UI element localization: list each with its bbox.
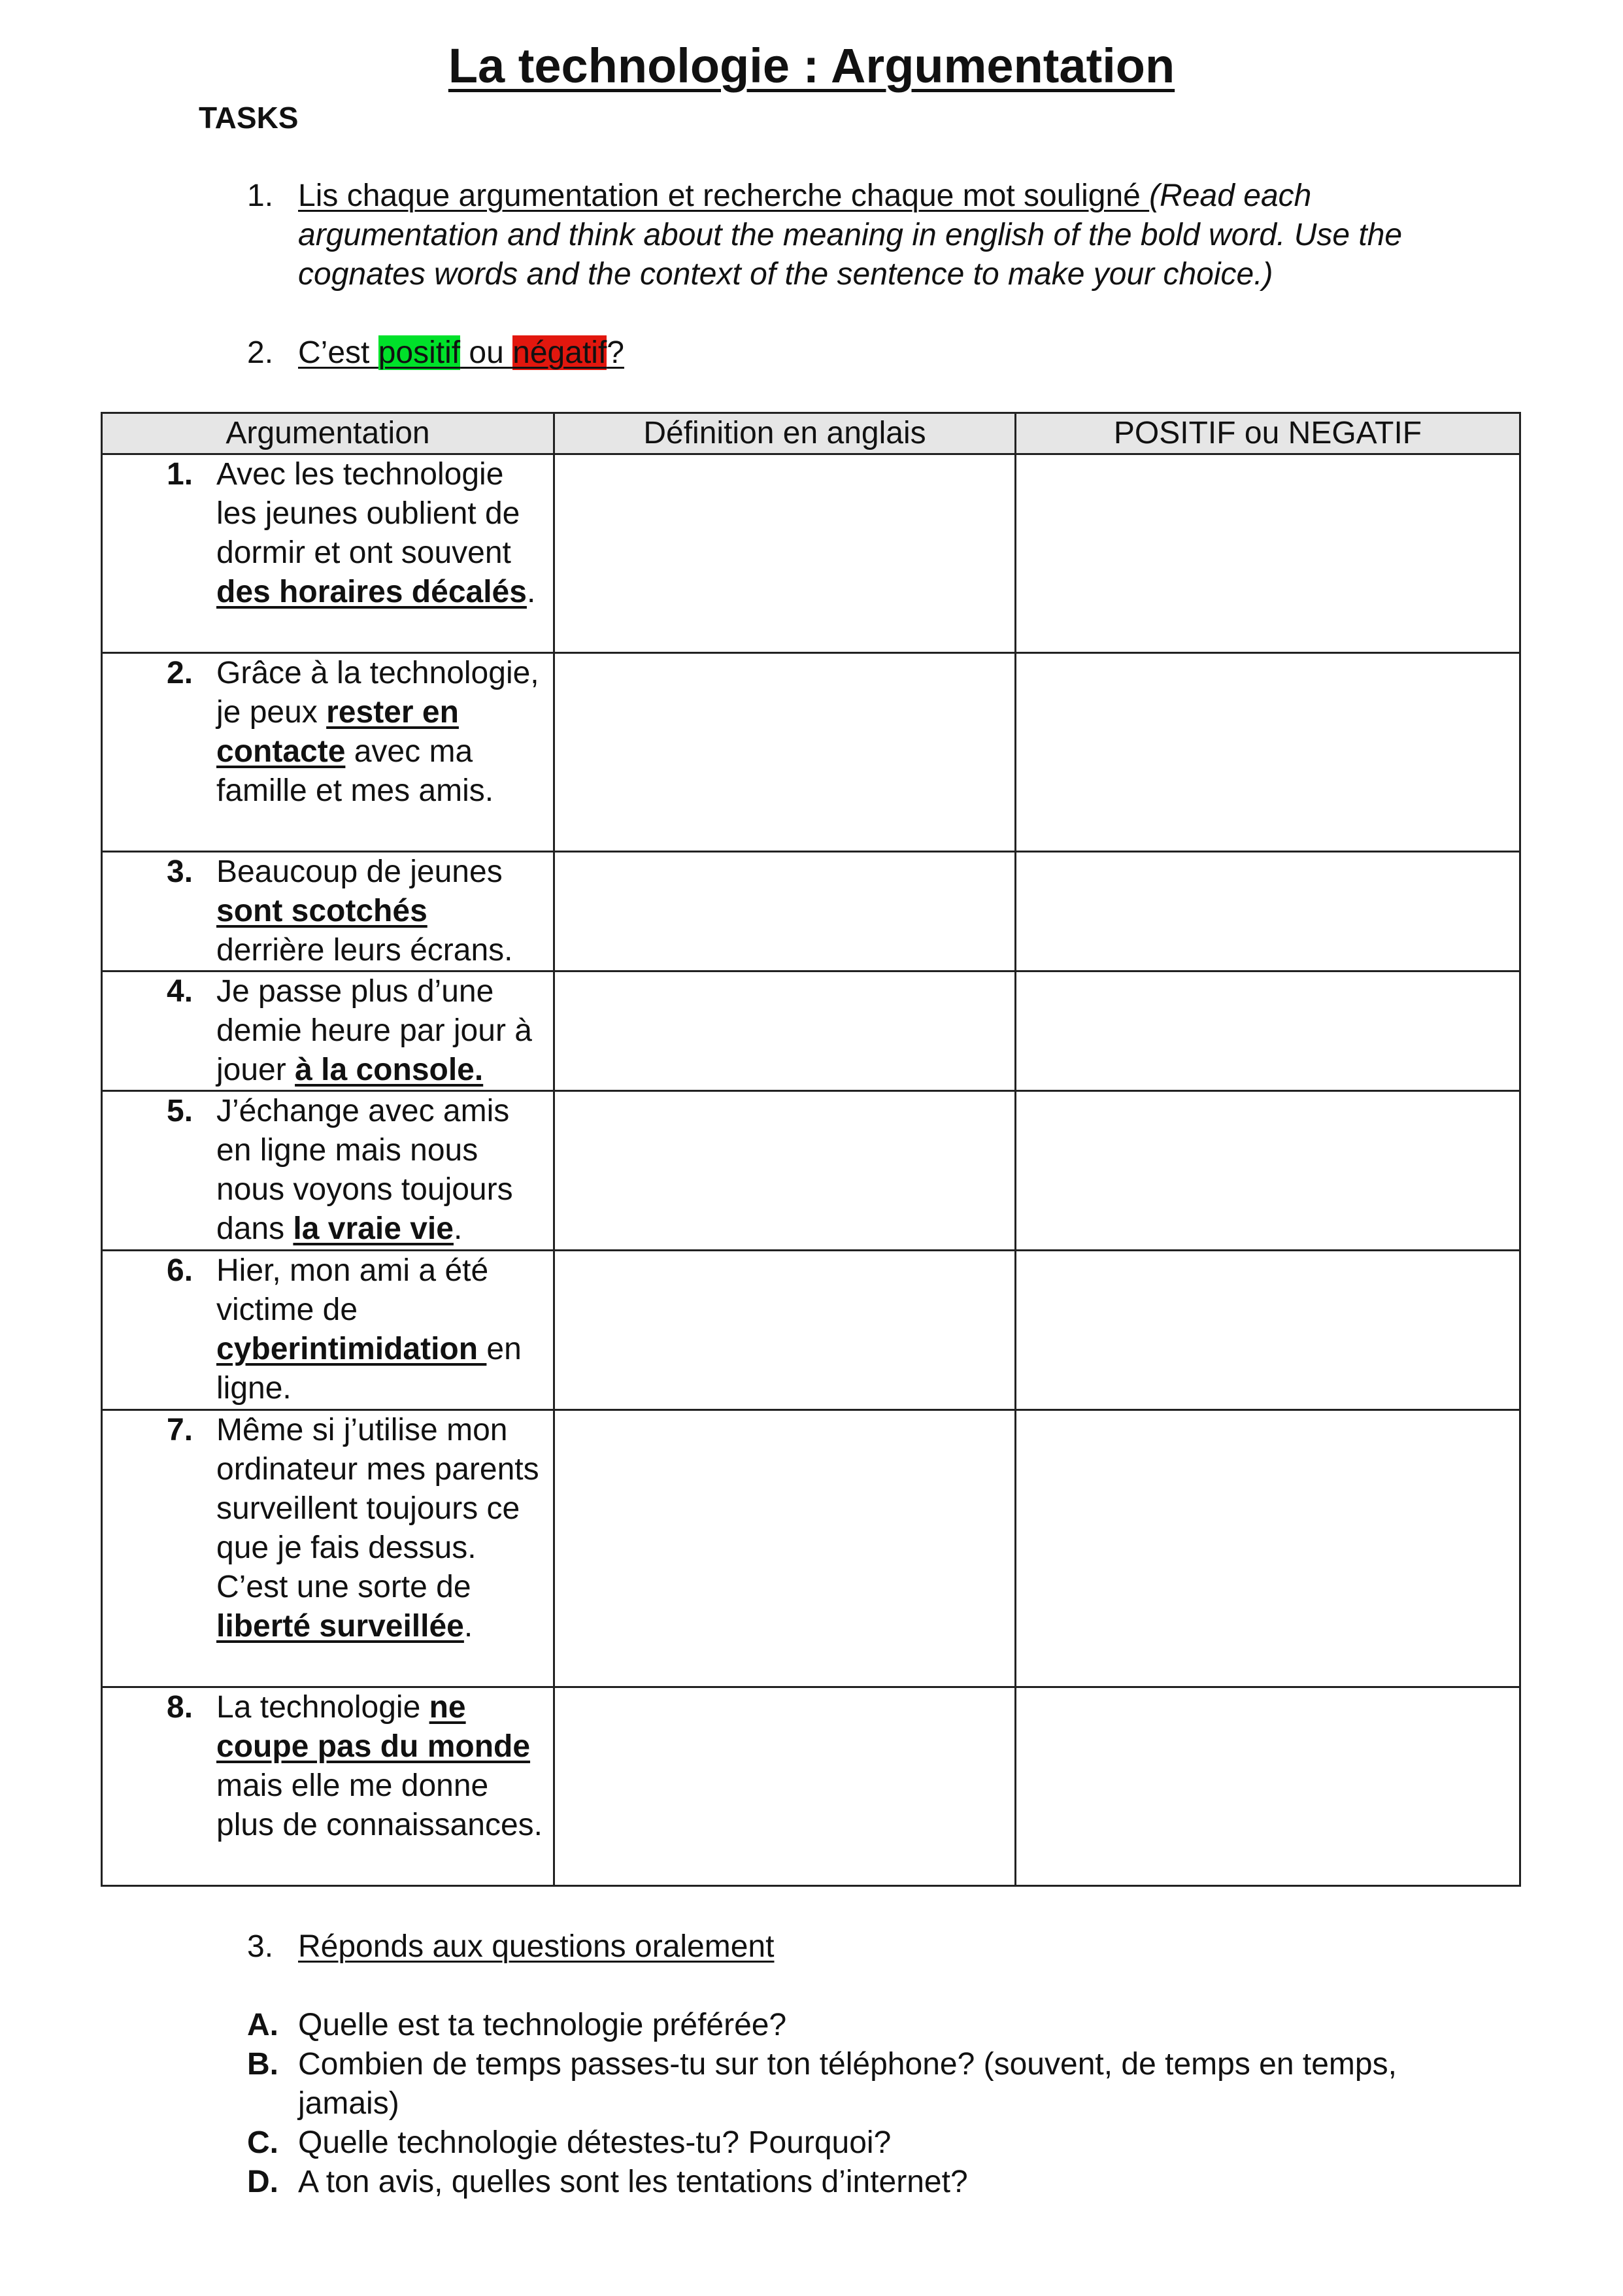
argument-text-end: en ligne.	[216, 1332, 522, 1406]
table-row	[102, 1251, 1520, 1410]
row-number: 2.	[167, 656, 193, 690]
question-text: Combien de temps passes-tu sur ton téléphone? (souvent, de temps en temps, jamais)	[298, 2047, 1397, 2121]
list-item	[247, 2006, 1489, 2045]
argument-text: J’échange avec amis en ligne mais nous nous voyons toujours dans	[216, 1094, 513, 1246]
polarity-answer-cell[interactable]	[1016, 454, 1520, 653]
polarity-answer-cell[interactable]	[1016, 1410, 1520, 1687]
argument-text: Même si j’utilise mon ordinateur mes parents surveillent toujours ce que je fais dessus. C’est une sorte de	[216, 1413, 539, 1604]
task-2-suffix: ?	[607, 335, 624, 370]
polarity-answer-cell[interactable]	[1016, 852, 1520, 971]
keyword: rester en contacte	[216, 695, 459, 769]
argument-cell	[103, 1251, 553, 1408]
table-header-row	[102, 413, 1520, 454]
polarity-answer-cell[interactable]	[1016, 1091, 1520, 1251]
polarity-answer-cell[interactable]	[1016, 1251, 1520, 1410]
list-item	[247, 2045, 1489, 2123]
question-letter: A.	[247, 2008, 278, 2042]
argument-text: Hier, mon ami a été victime de	[216, 1253, 489, 1327]
argument-cell	[103, 972, 553, 1090]
definition-answer-cell[interactable]	[554, 454, 1016, 653]
argument-text: Je passe plus d’une demie heure par jour à jouer	[216, 974, 532, 1087]
row-number: 4.	[167, 974, 193, 1009]
row-number: 5.	[167, 1094, 193, 1128]
table-row	[102, 1410, 1520, 1687]
task-2-prefix: C’est	[298, 335, 378, 370]
argument-text: Grâce à la technologie, je peux	[216, 656, 539, 730]
task-1-english-note: (Read each argumentation and think about the meaning in english of the bold word. Use the cognates words and the context of the sentence to make your choice.)	[298, 178, 1403, 292]
argument-text-end: avec ma famille et mes amis.	[216, 734, 494, 808]
list-item	[247, 2123, 1489, 2163]
question-list	[247, 2006, 1489, 2202]
task-1-instruction: Lis chaque argumentation et recherche chaque mot souligné	[298, 178, 1150, 213]
argument-cell	[103, 1688, 553, 1845]
keyword: ne coupe pas du monde	[216, 1690, 531, 1764]
argumentation-table	[101, 412, 1521, 1887]
argument-text-end: .	[463, 1609, 473, 1644]
definition-answer-cell[interactable]	[554, 852, 1016, 971]
argument-cell	[103, 853, 553, 970]
argument-cell	[103, 1411, 553, 1646]
question-letter: B.	[247, 2047, 278, 2082]
table-row	[102, 1687, 1520, 1886]
argument-text: La technologie	[216, 1690, 429, 1725]
keyword: des horaires décalés	[216, 575, 527, 609]
table-row	[102, 653, 1520, 852]
polarity-answer-cell[interactable]	[1016, 971, 1520, 1091]
row-number: 1.	[167, 457, 193, 492]
positive-highlight: positif	[378, 335, 461, 370]
tasks-heading: TASKS	[199, 101, 299, 135]
row-number: 7.	[167, 1413, 193, 1447]
argument-text-end: .	[526, 575, 536, 609]
argument-cell	[103, 1092, 553, 1249]
header-argumentation: Argumentation	[102, 413, 554, 454]
task-3-number: 3.	[247, 1929, 274, 1964]
argument-text-end: derrière leurs écrans.	[216, 933, 513, 968]
question-text: Quelle technologie détestes-tu? Pourquoi?	[298, 2125, 892, 2160]
argument-text: Beaucoup de jeunes	[216, 854, 503, 889]
polarity-answer-cell[interactable]	[1016, 1687, 1520, 1886]
page-title: La technologie : Argumentation	[448, 39, 1175, 93]
table-row	[102, 1091, 1520, 1251]
keyword: à la console.	[295, 1053, 484, 1087]
row-number: 8.	[167, 1690, 193, 1725]
keyword: sont scotchés	[216, 894, 427, 928]
argument-cell	[103, 654, 553, 811]
argument-text-end: mais elle me donne plus de connaissances.	[216, 1768, 543, 1842]
task-1-number: 1.	[247, 178, 274, 213]
negative-highlight: négatif	[512, 335, 607, 370]
list-item	[247, 2163, 1489, 2202]
question-letter: C.	[247, 2125, 278, 2160]
keyword: liberté surveillée	[216, 1609, 464, 1644]
header-definition: Définition en anglais	[554, 413, 1016, 454]
table-row	[102, 971, 1520, 1091]
question-text: A ton avis, quelles sont les tentations d’internet?	[298, 2165, 968, 2199]
argument-cell	[103, 455, 553, 612]
task-3	[247, 1927, 775, 1967]
definition-answer-cell[interactable]	[554, 653, 1016, 852]
header-positive-negative: POSITIF ou NEGATIF	[1016, 413, 1520, 454]
definition-answer-cell[interactable]	[554, 971, 1016, 1091]
keyword: cyberintimidation	[216, 1332, 487, 1366]
argument-text: Avec les technologie les jeunes oublient de dormir et ont souvent	[216, 457, 520, 570]
definition-answer-cell[interactable]	[554, 1687, 1016, 1886]
polarity-answer-cell[interactable]	[1016, 653, 1520, 852]
question-letter: D.	[247, 2165, 278, 2199]
task-2-middle: ou	[460, 335, 513, 370]
definition-answer-cell[interactable]	[554, 1251, 1016, 1410]
definition-answer-cell[interactable]	[554, 1091, 1016, 1251]
task-2-number: 2.	[247, 335, 274, 370]
keyword: la vraie vie	[293, 1211, 454, 1246]
row-number: 6.	[167, 1253, 193, 1288]
row-number: 3.	[167, 854, 193, 889]
question-text: Quelle est ta technologie préférée?	[298, 2008, 787, 2042]
argument-text-end: .	[453, 1211, 463, 1246]
task-3-instruction: Réponds aux questions oralement	[298, 1929, 775, 1964]
table-row	[102, 852, 1520, 971]
table-row	[102, 454, 1520, 653]
definition-answer-cell[interactable]	[554, 1410, 1016, 1687]
